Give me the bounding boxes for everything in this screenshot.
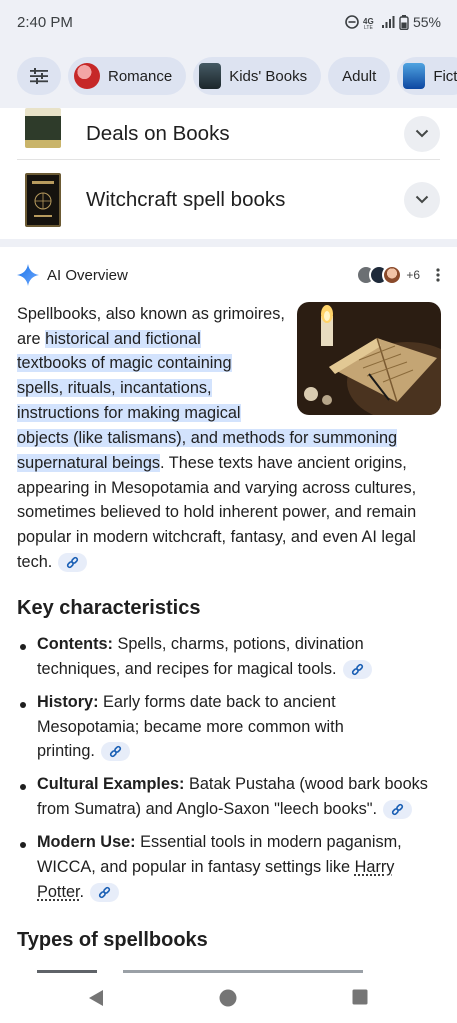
- chip-label: Kids' Books: [229, 67, 308, 85]
- text-span: Essential tools in modern paganism,: [135, 833, 402, 851]
- summary-line: [17, 550, 87, 575]
- summary-line: [17, 351, 232, 376]
- bullet-label: Modern Use:: [37, 833, 136, 851]
- back-button[interactable]: [88, 989, 104, 1012]
- recents-button[interactable]: [352, 989, 368, 1010]
- key-characteristics-heading: Key characteristics: [17, 597, 201, 619]
- more-vert-icon: [436, 268, 440, 282]
- summary-line: popular in modern witchcraft, fantasy, and even AI legal: [17, 528, 416, 546]
- chip-fiction[interactable]: [397, 57, 457, 95]
- gemini-sparkle-icon: [17, 264, 39, 286]
- related-label: Witchcraft spell books: [86, 187, 286, 211]
- chip-kids-books[interactable]: [193, 57, 321, 95]
- link-icon: [109, 745, 122, 758]
- source-count: +6: [406, 268, 420, 282]
- text-span: are: [17, 330, 46, 348]
- tune-icon: [30, 68, 48, 84]
- battery-icon: [399, 15, 409, 30]
- grimoire-image[interactable]: [297, 302, 441, 415]
- home-button[interactable]: [219, 989, 237, 1012]
- deals-book-thumbnail: [25, 108, 61, 148]
- harry-potter-link[interactable]: Harry: [354, 858, 395, 876]
- summary-line: [17, 426, 397, 451]
- bullet-line: Mesopotamia; became more common with: [37, 718, 344, 736]
- highlighted-text: spells, rituals, incantations,: [17, 379, 212, 397]
- text-span: Early forms date back to ancient: [98, 693, 336, 711]
- summary-line: [17, 401, 241, 426]
- source-avatar: [382, 265, 402, 285]
- chip-label: Romance: [108, 67, 173, 85]
- battery-percent: 55%: [412, 14, 441, 30]
- summary-line: appearing in Mesopotamia and varying across cultures,: [17, 479, 417, 497]
- chevron-down-icon: [415, 195, 429, 204]
- fiction-book-thumbnail: [403, 63, 425, 89]
- summary-line: sometimes believed to hold inherent power, and remain: [17, 503, 417, 521]
- summary-line: Spellbooks, also known as grimoires,: [17, 305, 285, 323]
- bullet-dot: [20, 842, 26, 848]
- source-link-button[interactable]: [90, 883, 119, 902]
- text-span: .: [79, 883, 85, 901]
- home-circle-icon: [219, 989, 237, 1007]
- more-options-button[interactable]: [436, 268, 440, 282]
- summary-line: [17, 376, 212, 401]
- highlighted-text: instructions for making magical: [17, 404, 241, 422]
- text-span: techniques, and recipes for magical tools.: [37, 660, 337, 678]
- filter-settings-button[interactable]: [17, 57, 61, 95]
- bullet-label: History:: [37, 693, 99, 711]
- bullet-line: [37, 833, 402, 852]
- romance-book-thumbnail: [74, 63, 100, 89]
- highlighted-text: textbooks of magic containing: [17, 354, 232, 372]
- filter-chip-row[interactable]: [0, 44, 457, 108]
- bullet-line: [37, 742, 130, 761]
- link-icon: [98, 886, 111, 899]
- source-link-button[interactable]: [58, 553, 87, 572]
- expand-button[interactable]: [404, 116, 440, 152]
- source-link-button[interactable]: [101, 742, 130, 761]
- svg-text:LTE: LTE: [363, 25, 373, 29]
- kids-book-thumbnail: [199, 63, 221, 89]
- text-span: printing.: [37, 742, 95, 760]
- summary-line: [17, 451, 407, 476]
- svg-text:4G: 4G: [362, 17, 374, 26]
- section-divider: [0, 239, 457, 247]
- lte-icon: [363, 15, 377, 29]
- chevron-down-icon: [415, 129, 429, 138]
- chip-romance[interactable]: [68, 57, 186, 95]
- cut-off-content: [37, 961, 377, 973]
- bullet-dot: [20, 644, 26, 650]
- status-bar: [0, 0, 457, 44]
- chip-label: Adult: [342, 67, 377, 85]
- ai-overview-header: [17, 262, 440, 288]
- bullet-line: [37, 775, 428, 794]
- system-navigation-bar: [0, 973, 457, 1023]
- related-item-witchcraft-spell-books[interactable]: [17, 160, 440, 239]
- highlighted-text: objects (like talismans), and methods for summoning: [17, 429, 398, 447]
- status-icons: [345, 14, 441, 30]
- chip-label: Fict: [433, 67, 457, 85]
- recents-square-icon: [352, 989, 368, 1005]
- back-triangle-icon: [88, 989, 104, 1007]
- highlighted-text: supernatural beings: [17, 454, 161, 472]
- link-icon: [391, 803, 404, 816]
- witchcraft-book-thumbnail: [25, 173, 61, 227]
- text-span: WICCA, and popular in fantasy settings like: [37, 858, 355, 876]
- text-span: Batak Pustaha (wood bark books: [184, 775, 428, 793]
- related-label: Deals on Books: [86, 121, 230, 145]
- source-avatars[interactable]: [356, 265, 420, 285]
- bullet-line: [37, 883, 119, 902]
- link-icon: [66, 556, 79, 569]
- text-span: tech.: [17, 553, 53, 571]
- types-of-spellbooks-heading: Types of spellbooks: [17, 929, 208, 951]
- do-not-disturb-icon: [345, 15, 359, 29]
- chip-adult[interactable]: [328, 57, 390, 95]
- bullet-line: [37, 858, 394, 877]
- bullet-label: Contents:: [37, 635, 113, 653]
- summary-line: [17, 327, 201, 352]
- text-span: Spells, charms, potions, divination: [112, 635, 364, 653]
- source-link-button[interactable]: [343, 660, 372, 679]
- bullet-dot: [20, 702, 26, 708]
- bullet-line: [37, 660, 372, 679]
- link-icon: [351, 663, 364, 676]
- signal-icon: [381, 15, 395, 29]
- highlighted-text: historical and fictional: [45, 330, 201, 348]
- bullet-label: Cultural Examples:: [37, 775, 185, 793]
- ai-overview-title: AI Overview: [47, 266, 128, 284]
- bullet-line: [37, 635, 364, 654]
- bullet-line: [37, 693, 336, 712]
- bullet-line: [37, 800, 412, 819]
- text-span: from Sumatra) and Anglo-Saxon "leech books".: [37, 800, 378, 818]
- source-link-button[interactable]: [383, 800, 412, 819]
- status-time: 2:40 PM: [17, 13, 73, 31]
- expand-button[interactable]: [404, 182, 440, 218]
- related-searches: [0, 108, 457, 239]
- text-span: . These texts have ancient origins,: [160, 454, 407, 472]
- harry-potter-link[interactable]: Potter: [37, 883, 80, 901]
- related-item-deals-on-books[interactable]: [17, 108, 440, 160]
- bullet-dot: [20, 784, 26, 790]
